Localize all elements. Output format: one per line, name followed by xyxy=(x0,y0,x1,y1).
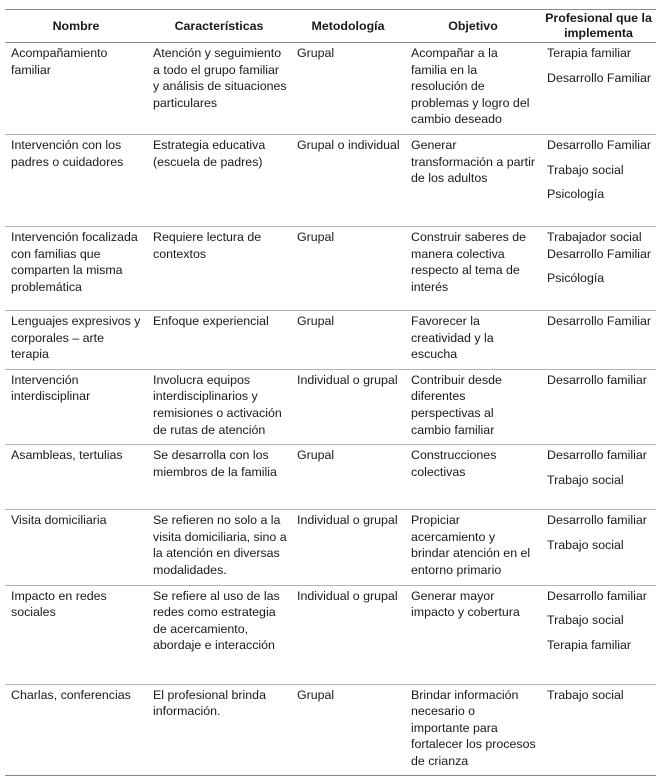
cell-objetivo: Propiciar acercamiento y brindar atención en el entorno primario xyxy=(405,510,541,585)
cell-nombre: Intervención focalizada con familias que comparten la misma problemática xyxy=(5,226,147,310)
cell-profesional xyxy=(541,310,656,369)
profesional-item: Psicólogía xyxy=(547,271,605,286)
profesional-item: Psicología xyxy=(547,187,605,202)
cell-nombre: Acompañamiento familiar xyxy=(5,43,147,135)
profesional-item: Desarrollo Familiar xyxy=(547,313,651,328)
cell-nombre: Asambleas, tertulias xyxy=(5,445,147,510)
cell-objetivo: Brindar información necesario o importante para fortalecer los procesos de crianza xyxy=(405,684,541,776)
profesional-item: Terapia familiar xyxy=(547,637,632,652)
profesional-item: Desarrollo Familiar xyxy=(547,70,651,85)
cell-metodologia: Grupal xyxy=(291,226,405,310)
table-row xyxy=(5,134,656,226)
profesional-item: Trabajo social xyxy=(547,537,624,552)
table-row xyxy=(5,369,656,444)
cell-caracteristicas: El profesional brinda información. xyxy=(147,684,291,776)
profesional-item: Trabajo social xyxy=(547,687,624,702)
cell-profesional xyxy=(541,43,656,135)
cell-profesional xyxy=(541,585,656,684)
cell-metodologia: Individual o grupal xyxy=(291,369,405,444)
table-row xyxy=(5,43,656,135)
cell-caracteristicas: Requiere lectura de contextos xyxy=(147,226,291,310)
table-header-row xyxy=(5,10,656,43)
cell-nombre: Lenguajes expresivos y corporales – arte terapia xyxy=(5,310,147,369)
profesional-item: Trabajo social xyxy=(547,162,624,177)
cell-objetivo: Generar mayor impacto y cobertura xyxy=(405,585,541,684)
cell-profesional xyxy=(541,226,656,310)
cell-nombre: Intervención interdisciplinar xyxy=(5,369,147,444)
profesional-item: Trabajador social xyxy=(547,229,642,244)
cell-nombre: Visita domiciliaria xyxy=(5,510,147,585)
cell-metodologia: Grupal xyxy=(291,684,405,776)
cell-caracteristicas: Enfoque experiencial xyxy=(147,310,291,369)
header-metodologia: Metodología xyxy=(291,10,405,43)
header-nombre: Nombre xyxy=(5,10,147,43)
cell-nombre: Intervención con los padres o cuidadores xyxy=(5,134,147,226)
cell-caracteristicas: Se refiere al uso de las redes como estrategia de acercamiento, abordaje e interacción xyxy=(147,585,291,684)
profesional-item: Trabajo social xyxy=(547,472,624,487)
cell-profesional xyxy=(541,510,656,585)
profesional-item: Desarrollo familiar xyxy=(547,588,647,603)
cell-metodologia: Grupal o individual xyxy=(291,134,405,226)
table-row xyxy=(5,310,656,369)
profesional-item: Desarrollo Familiar xyxy=(547,137,651,152)
header-objetivo: Objetivo xyxy=(405,10,541,43)
profesional-item: Desarrollo familiar xyxy=(547,372,647,387)
table-row xyxy=(5,226,656,310)
header-profesional: Profesional que la implementa xyxy=(541,10,656,43)
cell-objetivo: Generar transformación a partir de los adultos xyxy=(405,134,541,226)
cell-metodologia: Grupal xyxy=(291,445,405,510)
cell-metodologia: Grupal xyxy=(291,43,405,135)
cell-profesional xyxy=(541,369,656,444)
cell-objetivo: Construcciones colectivas xyxy=(405,445,541,510)
cell-metodologia: Grupal xyxy=(291,310,405,369)
cell-metodologia: Individual o grupal xyxy=(291,585,405,684)
cell-profesional xyxy=(541,134,656,226)
cell-profesional xyxy=(541,684,656,776)
profesional-item: Terapia familiar xyxy=(547,46,632,60)
table-row xyxy=(5,510,656,585)
table-row xyxy=(5,684,656,776)
profesional-item: Trabajo social xyxy=(547,613,624,628)
profesional-item: Desarrollo familiar xyxy=(547,513,647,528)
cell-objetivo: Acompañar a la familia en la resolución de problemas y logro del cambio deseado xyxy=(405,43,541,135)
header-caracteristicas: Características xyxy=(147,10,291,43)
cell-metodologia: Individual o grupal xyxy=(291,510,405,585)
table-row xyxy=(5,585,656,684)
cell-caracteristicas: Involucra equipos interdisciplinarios y remisiones o activación de rutas de atención xyxy=(147,369,291,444)
cell-caracteristicas: Se refieren no solo a la visita domiciliaria, sino a la atención en diversas modalidades. xyxy=(147,510,291,585)
intervention-table xyxy=(5,9,656,776)
cell-profesional xyxy=(541,445,656,510)
cell-caracteristicas: Se desarrolla con los miembros de la familia xyxy=(147,445,291,510)
cell-objetivo: Contribuir desde diferentes perspectivas al cambio familiar xyxy=(405,369,541,444)
cell-caracteristicas: Atención y seguimiento a todo el grupo familiar y análisis de situaciones particulares xyxy=(147,43,291,135)
cell-objetivo: Construir saberes de manera colectiva respecto al tema de interés xyxy=(405,226,541,310)
cell-nombre: Impacto en redes sociales xyxy=(5,585,147,684)
cell-nombre: Charlas, conferencias xyxy=(5,684,147,776)
cell-caracteristicas: Estrategia educativa (escuela de padres) xyxy=(147,134,291,226)
profesional-item: Desarrollo Familiar xyxy=(547,246,651,261)
table-row xyxy=(5,445,656,510)
profesional-item: Desarrollo familiar xyxy=(547,448,647,463)
cell-objetivo: Favorecer la creatividad y la escucha xyxy=(405,310,541,369)
